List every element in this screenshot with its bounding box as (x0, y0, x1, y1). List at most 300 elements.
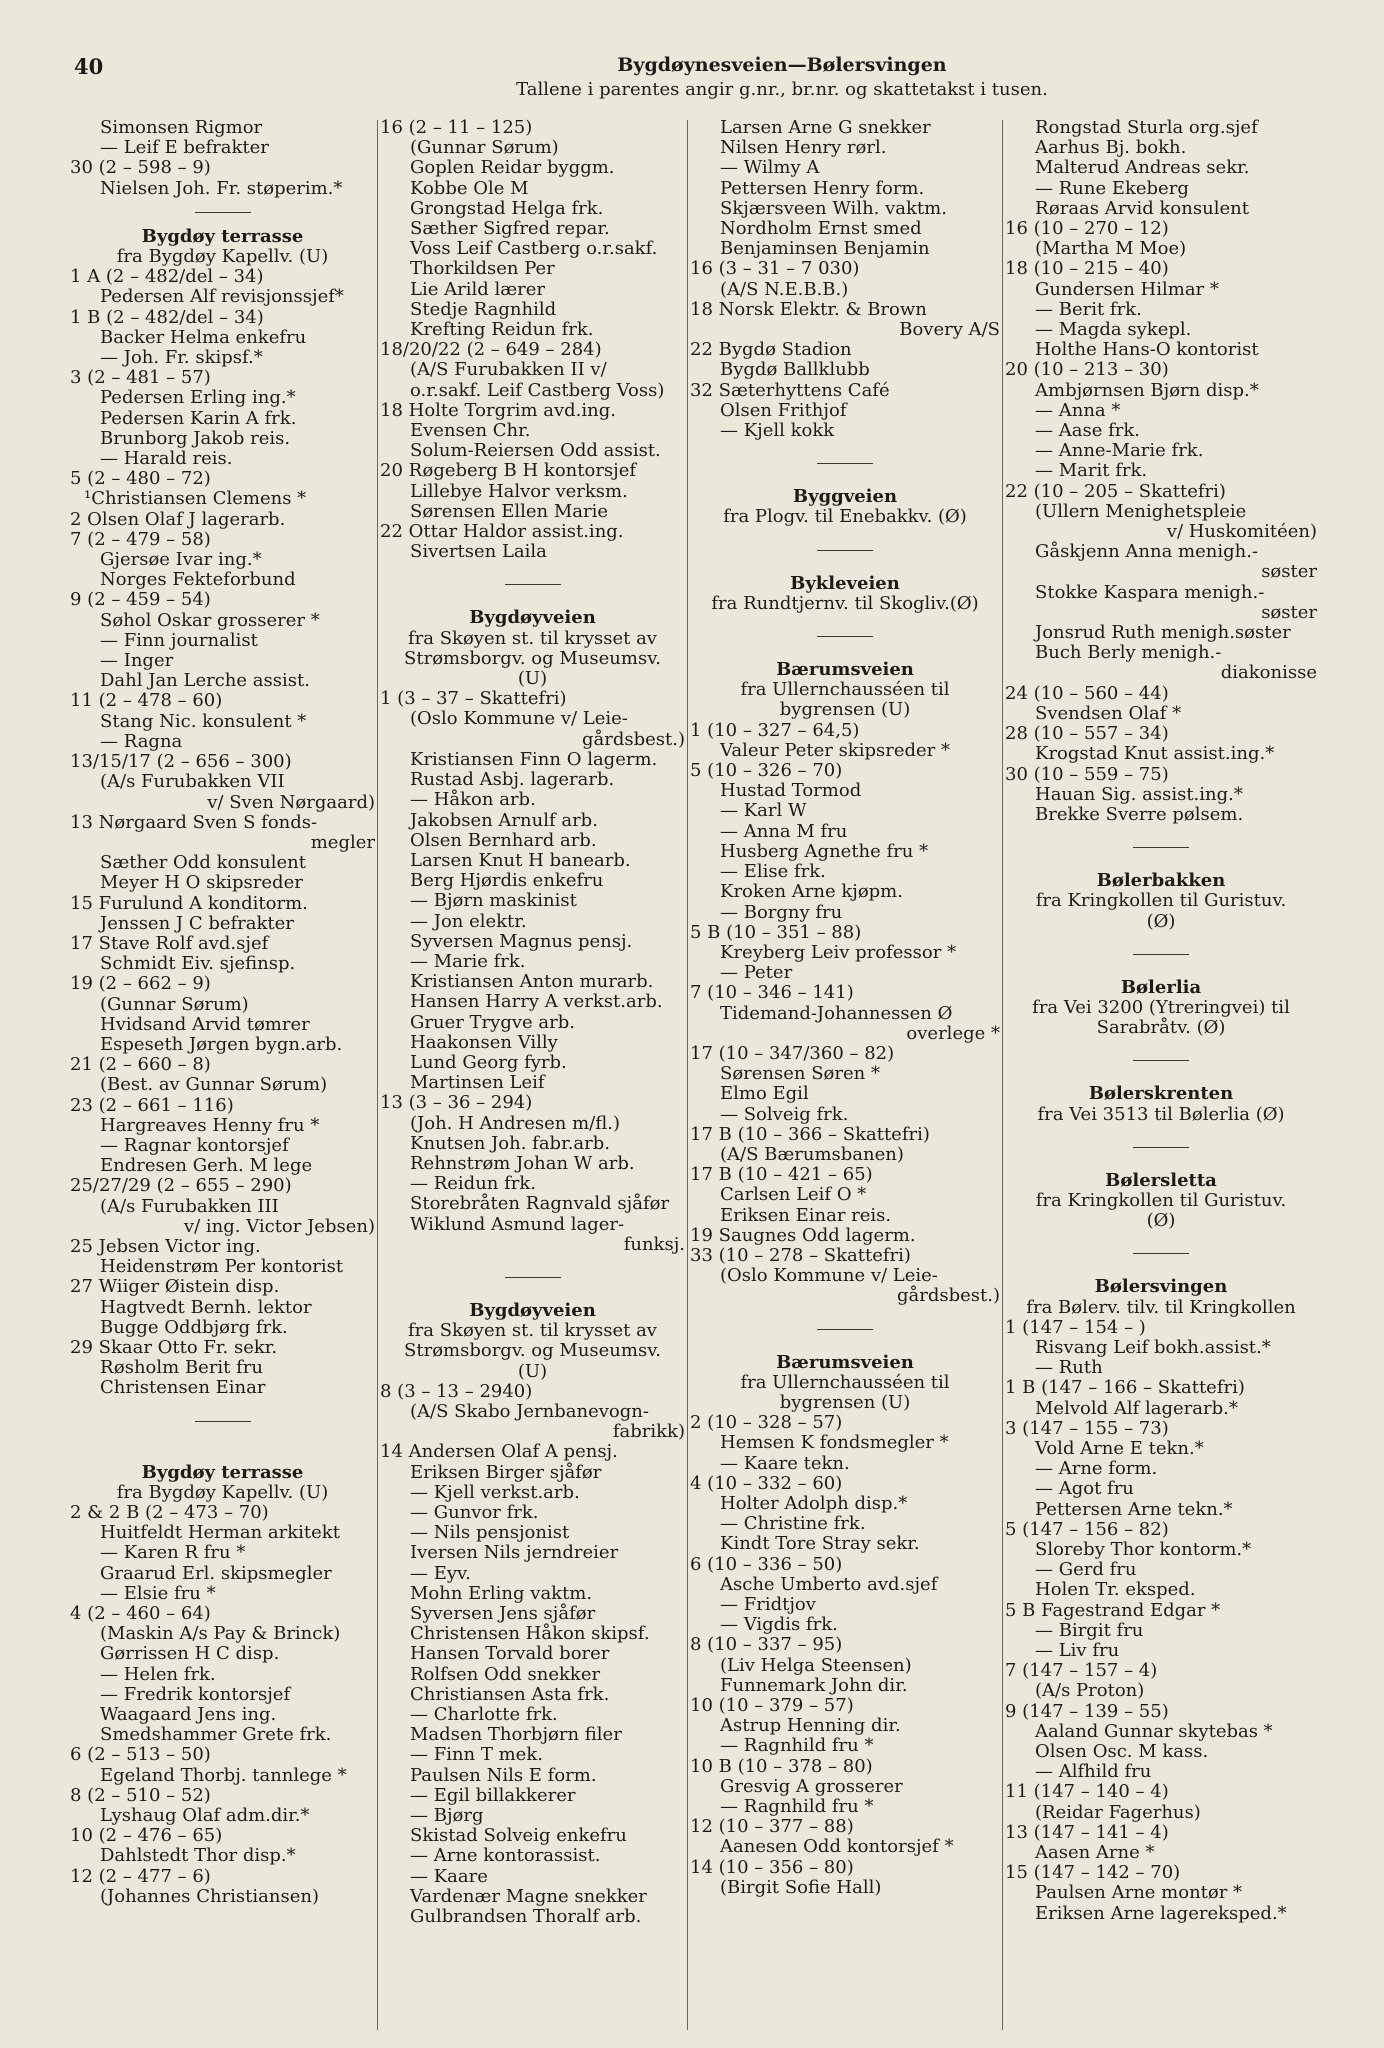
spacer (70, 1445, 375, 1463)
directory-entry: — Kaare tekn. (720, 1452, 850, 1474)
directory-entry: 15 (147 – 142 – 70) (1005, 1862, 1181, 1884)
directory-entry: 1 (10 – 327 – 64,5) (690, 719, 860, 741)
directory-entry: (Johannes Christiansen) (100, 1885, 319, 1907)
street-description: fra Plogv. til Enebakkv. (Ø) (723, 506, 967, 528)
directory-entry: 15 Furulund A konditorm. (70, 892, 308, 914)
directory-entry: Olsen Osc. M kass. (1035, 1741, 1209, 1763)
directory-entry: 30 (2 – 598 – 9) (70, 157, 211, 179)
directory-entry: 10 B (10 – 378 – 80) (690, 1755, 873, 1777)
directory-entry: Hustad Tormod (720, 780, 862, 802)
directory-entry: 22 Bygdø Stadion (690, 339, 852, 361)
directory-entry: Vardenær Magne snekker (410, 1885, 647, 1907)
directory-entry: Hansen Torvald borer (410, 1643, 610, 1665)
directory-entry: Elmo Egil (720, 1083, 809, 1105)
directory-entry: Backer Helma enkefru (100, 326, 307, 348)
directory-entry: — Peter (720, 962, 793, 984)
street-heading: Byggveien (792, 486, 898, 508)
street-heading: Bygdøyveien (469, 1299, 596, 1321)
directory-entry: (Liv Helga Steensen) (720, 1654, 912, 1676)
section-divider (690, 1307, 1000, 1353)
directory-entry: Astrup Henning dir. (720, 1715, 901, 1737)
street-heading: Bykleveien (790, 572, 900, 594)
directory-entry: 19 (2 – 662 – 9) (70, 973, 211, 995)
directory-entry: — Karen R fru * (100, 1542, 246, 1564)
directory-entry: 5 (2 – 480 – 72) (70, 468, 211, 490)
entry-continuation: gårdsbest.) (581, 728, 685, 750)
directory-entry: Waagaard Jens ing. (100, 1704, 277, 1726)
directory-entry: Syversen Magnus pensj. (410, 930, 633, 952)
directory-entry: Schmidt Eiv. sjefinsp. (100, 953, 296, 975)
directory-entry: 24 (10 – 560 – 44) (1005, 682, 1169, 704)
directory-entry: Pedersen Karin A frk. (100, 407, 297, 429)
directory-entry: Hansen Harry A verkst.arb. (410, 991, 663, 1013)
street-description: fra Bølerv. tilv. til Kringkollen (1026, 1296, 1296, 1318)
section-divider (1005, 1038, 1317, 1084)
directory-entry: Kristiansen Finn O lagerm. (410, 748, 658, 770)
section-divider (690, 614, 1000, 660)
directory-entry: (A/S N.E.B.B.) (720, 278, 849, 300)
running-header (0, 54, 1384, 100)
directory-entry: Goplen Reidar byggm. (410, 157, 615, 179)
directory-entry: 4 (2 – 460 – 64) (70, 1603, 211, 1625)
street-description: Strømsborgv. og Museumsv. (404, 647, 661, 669)
street-description: fra Bygdøy Kapellv. (U) (116, 246, 329, 268)
directory-entry: Smedshammer Grete frk. (100, 1724, 332, 1746)
directory-entry: Pettersen Arne tekn.* (1035, 1498, 1233, 1520)
directory-entry: Sloreby Thor kontorm.* (1035, 1538, 1252, 1560)
section-divider (1005, 932, 1317, 978)
street-description: fra Skøyen st. til krysset av (408, 627, 657, 649)
directory-entry: Bygdø Ballklubb (720, 359, 870, 381)
directory-entry: Syversen Jens sjåfør (410, 1603, 596, 1625)
directory-entry: Rolfsen Odd snekker (410, 1663, 601, 1685)
directory-entry: — Marit frk. (1035, 460, 1148, 482)
directory-entry: Graarud Erl. skipsmegler (100, 1562, 332, 1584)
directory-entry: 6 (2 – 513 – 50) (70, 1744, 211, 1766)
directory-entry: 1 B (147 – 166 – Skattefri) (1005, 1377, 1245, 1399)
street-heading: Bølerbakken (1096, 870, 1226, 892)
directory-entry: 25/27/29 (2 – 655 – 290) (70, 1175, 292, 1197)
directory-entry: — Ruth (1035, 1357, 1103, 1379)
column-4 (1005, 118, 1317, 2038)
directory-entry: 18 Norsk Elektr. & Brown (690, 298, 927, 320)
directory-entry: — Anna M fru (720, 820, 848, 842)
directory-entry: 23 (2 – 661 – 116) (70, 1094, 234, 1116)
directory-entry: 2 Olsen Olaf J lagerarb. (70, 508, 286, 530)
directory-entry: 14 Andersen Olaf A pensj. (380, 1441, 618, 1463)
directory-entry: Dahl Jan Lerche assist. (100, 670, 310, 692)
entry-continuation: diakonisse (1220, 662, 1317, 684)
directory-entry: Endresen Gerh. M lege (100, 1155, 313, 1177)
directory-entry: 2 (10 – 328 – 57) (690, 1412, 843, 1434)
directory-entry: Berg Hjørdis enkefru (410, 870, 604, 892)
directory-entry: Larsen Arne G snekker (720, 118, 931, 138)
directory-entry: Sørensen Søren * (720, 1063, 880, 1085)
directory-entry: — Karl W (720, 800, 807, 822)
directory-entry: Olsen Frithjof (720, 399, 847, 421)
directory-entry: (Martha M Moe) (1035, 238, 1187, 260)
directory-entry: — Jon elektr. (410, 910, 527, 932)
directory-entry: Aasen Arne * (1035, 1842, 1155, 1864)
directory-entry: Jonsrud Ruth menigh.søster (1035, 622, 1291, 644)
directory-entry: 19 Saugnes Odd lagerm. (690, 1224, 916, 1246)
header-subtitle: Tallene i parentes angir g.nr., br.nr. og skattetakst i tusen. (516, 79, 1048, 100)
street-description: fra Kringkollen til Guristuv. (1035, 890, 1287, 912)
directory-entry: Ambjørnsen Bjørn disp.* (1035, 379, 1259, 401)
entry-continuation: funksj. (623, 1233, 685, 1255)
street-heading: Bærumsveien (776, 1351, 914, 1373)
street-description: bygrensen (U) (779, 1391, 911, 1413)
directory-entry: Røsholm Berit fru (100, 1357, 263, 1379)
directory-entry: 9 (2 – 459 – 54) (70, 589, 211, 611)
street-heading: Bygdøy terrasse (141, 1461, 304, 1483)
directory-entry: 21 (2 – 660 – 8) (70, 1054, 211, 1076)
directory-entry: Stang Nic. konsulent * (100, 710, 307, 732)
directory-entry: Rustad Asbj. lagerarb. (410, 769, 615, 791)
directory-entry: Jenssen J C befrakter (100, 912, 294, 934)
street-description: fra Skøyen st. til krysset av (408, 1320, 657, 1342)
section-divider (690, 528, 1000, 574)
directory-entry: Wiklund Asmund lager- (410, 1213, 625, 1235)
directory-entry: 13 Nørgaard Sven S fonds- (70, 811, 318, 833)
directory-entry: Melvold Alf lagerarb.* (1035, 1397, 1238, 1419)
directory-entry: Espeseth Jørgen bygn.arb. (100, 1033, 343, 1055)
directory-entry: Kobbe Ole M (410, 177, 529, 199)
entry-continuation: megler (310, 831, 375, 853)
directory-entry: (A/s Proton) (1035, 1680, 1145, 1702)
directory-entry: Evensen Chr. (410, 420, 531, 442)
directory-entry: — Ragnhild fru * (720, 1796, 874, 1818)
directory-entry: — Bjørn maskinist (410, 890, 577, 912)
directory-entry: (Gunnar Sørum) (100, 993, 249, 1015)
directory-entry: — Berit frk. (1035, 298, 1142, 320)
directory-entry: — Leif E befrakter (100, 137, 269, 159)
directory-entry: — Charlotte frk. (410, 1704, 558, 1726)
directory-entry: Olsen Bernhard arb. (410, 829, 597, 851)
directory-entry: 17 B (10 – 421 – 65) (690, 1164, 873, 1186)
column-divider (377, 120, 378, 2030)
directory-entry: 1 (147 – 154 – ) (1005, 1316, 1146, 1338)
directory-entry: — Alfhild fru (1035, 1761, 1152, 1783)
entry-continuation: Bovery A/S (899, 319, 1000, 341)
street-description: Strømsborgv. og Museumsv. (404, 1340, 661, 1362)
directory-entry: Gulbrandsen Thoralf arb. (410, 1906, 642, 1928)
street-description: (U) (517, 668, 548, 690)
directory-entry: — Gerd fru (1035, 1559, 1137, 1581)
directory-entry: 14 (10 – 356 – 80) (690, 1856, 854, 1878)
entry-continuation: gårdsbest.) (896, 1285, 1000, 1307)
directory-entry: — Agot fru (1035, 1478, 1134, 1500)
directory-entry: Kindt Tore Stray sekr. (720, 1533, 920, 1555)
directory-entry: Gundersen Hilmar * (1035, 278, 1219, 300)
street-description: fra Ullernchausséen til (740, 1371, 950, 1393)
directory-entry: 8 (10 – 337 – 95) (690, 1634, 843, 1656)
directory-entry: 13 (3 – 36 – 294) (380, 1092, 533, 1114)
directory-entry: 13 (147 – 141 – 4) (1005, 1821, 1169, 1843)
directory-entry: 1 B (2 – 482/del – 34) (70, 306, 264, 328)
directory-entry: Nielsen Joh. Fr. støperim.* (100, 177, 343, 199)
section-divider (1005, 825, 1317, 871)
directory-entry: Madsen Thorbjørn filer (410, 1724, 622, 1746)
directory-entry: Eriksen Arne lagereksped.* (1035, 1902, 1287, 1924)
column-divider (1002, 120, 1003, 2030)
directory-entry: Vold Arne E tekn.* (1035, 1437, 1204, 1459)
directory-entry: Gørrissen H C disp. (100, 1643, 280, 1665)
directory-entry: — Inger (100, 650, 174, 672)
directory-entry: — Eyv. (410, 1562, 471, 1584)
directory-entry: (Joh. H Andresen m/fl.) (410, 1112, 620, 1134)
directory-entry: 27 Wiiger Øistein disp. (70, 1276, 280, 1298)
directory-entry: Heidenstrøm Per kontorist (100, 1256, 344, 1278)
section-divider (380, 562, 685, 608)
directory-entry: 16 (3 – 31 – 7 030) (690, 258, 860, 280)
directory-entry: Nilsen Henry rørl. (720, 137, 887, 159)
directory-entry: Gresvig A grosserer (720, 1775, 903, 1797)
directory-entry: Sivertsen Laila (410, 541, 547, 563)
column-2 (380, 118, 685, 2038)
section-divider (1005, 1125, 1317, 1171)
directory-entry: Stokke Kaspara menigh.- (1035, 581, 1265, 603)
street-description: bygrensen (U) (779, 699, 911, 721)
directory-entry: 25 Jebsen Victor ing. (70, 1235, 261, 1257)
directory-entry: Christensen Håkon skipsf. (410, 1623, 650, 1645)
directory-entry: Valeur Peter skipsreder * (720, 739, 950, 761)
entry-continuation: v/ Sven Nørgaard) (207, 791, 375, 813)
directory-entry: Gjersøe Ivar ing.* (100, 549, 262, 571)
directory-entry: 4 (10 – 332 – 60) (690, 1472, 843, 1494)
directory-entry: Norges Fekteforbund (100, 569, 296, 591)
directory-entry: Stedje Ragnhild (410, 298, 557, 320)
directory-entry: (A/s Furubakken VII (100, 771, 285, 793)
directory-entry: Hemsen K fondsmegler * (720, 1432, 949, 1454)
entry-continuation: v/ ing. Victor Jebsen) (183, 1215, 375, 1237)
directory-entry: Larsen Knut H banearb. (410, 849, 631, 871)
directory-entry: (Best. av Gunnar Sørum) (100, 1074, 328, 1096)
directory-entry: 8 (3 – 13 – 2940) (380, 1380, 533, 1402)
directory-entry: Skistad Solveig enkefru (410, 1825, 627, 1847)
directory-entry: Svendsen Olaf * (1035, 702, 1182, 724)
directory-entry: Christiansen Asta frk. (410, 1683, 610, 1705)
directory-entry: — Arne form. (1035, 1458, 1158, 1480)
street-description: fra Vei 3513 til Bølerlia (Ø) (1037, 1103, 1285, 1125)
directory-entry: — Harald reis. (100, 448, 233, 470)
directory-entry: Søhol Oskar grosserer * (100, 609, 320, 631)
directory-entry: Martinsen Leif (410, 1072, 545, 1094)
directory-entry: Hauan Sig. assist.ing.* (1035, 783, 1243, 805)
directory-entry: Paulsen Arne montør * (1035, 1882, 1243, 1904)
directory-entry: 33 (10 – 278 – Skattefri) (690, 1244, 911, 1266)
directory-entry: — Bjørg (410, 1805, 484, 1827)
directory-entry: 3 (2 – 481 – 57) (70, 367, 211, 389)
directory-entry: — Ragna (100, 730, 183, 752)
directory-entry: Sæther Odd konsulent (100, 852, 306, 874)
directory-entry: Mohn Erling vaktm. (410, 1582, 593, 1604)
directory-entry: 6 (10 – 336 – 50) (690, 1553, 843, 1575)
directory-entry: — Gunvor frk. (410, 1502, 539, 1523)
street-heading: Bølerskrenten (1088, 1083, 1234, 1105)
directory-entry: (Oslo Kommune v/ Leie- (410, 708, 628, 730)
directory-entry: ¹Christiansen Clemens * (84, 488, 307, 510)
directory-entry: Meyer H O skipsreder (100, 872, 303, 894)
street-heading: Bærumsveien (776, 659, 914, 681)
page-number: 40 (74, 54, 104, 79)
section-divider (70, 199, 375, 227)
directory-entry: (Ullern Menighetspleie (1035, 500, 1247, 522)
directory-entry: Holter Adolph disp.* (720, 1492, 908, 1514)
directory-entry: 29 Skaar Otto Fr. sekr. (70, 1336, 278, 1358)
section-divider (380, 1255, 685, 1301)
directory-entry: — Birgit fru (1035, 1619, 1144, 1641)
directory-entry: Voss Leif Castberg o.r.sakf. (410, 238, 658, 260)
directory-entry: 7 (147 – 157 – 4) (1005, 1660, 1158, 1682)
directory-entry: Krogstad Knut assist.ing.* (1035, 743, 1275, 765)
street-description: fra Kringkollen til Guristuv. (1035, 1189, 1287, 1211)
directory-entry: Malterud Andreas sekr. (1035, 157, 1250, 179)
directory-entry: Gruer Trygve arb. (410, 1011, 575, 1033)
street-heading: Bygdøyveien (469, 607, 596, 629)
directory-entry: — Egil billakkerer (410, 1784, 576, 1806)
directory-entry: Lie Arild lærer (410, 278, 545, 300)
directory-entry: 16 (10 – 270 – 12) (1005, 218, 1169, 240)
directory-entry: 1 (3 – 37 – Skattefri) (380, 688, 567, 710)
column-divider (687, 120, 688, 2030)
directory-entry: — Håkon arb. (410, 789, 536, 811)
directory-entry: Aaland Gunnar skytebas * (1035, 1720, 1273, 1742)
directory-entry: 18/20/22 (2 – 649 – 284) (380, 339, 602, 361)
directory-entry: Husberg Agnethe fru * (720, 840, 929, 862)
directory-entry: 17 (10 – 347/360 – 82) (690, 1042, 895, 1064)
directory-entry: 9 (147 – 139 – 55) (1005, 1700, 1169, 1722)
street-heading: Bølersletta (1105, 1169, 1217, 1191)
directory-entry: 5 B Fagestrand Edgar * (1005, 1599, 1221, 1621)
directory-entry: (Maskin A/s Pay & Brinck) (100, 1623, 341, 1645)
directory-entry: Eriksen Einar reis. (720, 1204, 892, 1226)
entry-continuation: søster (1261, 561, 1317, 583)
directory-entry: Skjærsveen Wilh. vaktm. (720, 197, 947, 219)
directory-entry: Huitfeldt Herman arkitekt (100, 1522, 340, 1544)
directory-entry: — Nils pensjonist (410, 1522, 570, 1544)
street-description: (Ø) (1146, 910, 1176, 932)
directory-entry: — Elise frk. (720, 861, 826, 883)
street-description: (Ø) (1146, 1210, 1176, 1232)
directory-entry: — Anne-Marie frk. (1035, 440, 1204, 462)
directory-entry: 28 (10 – 557 – 34) (1005, 723, 1169, 745)
directory-entry: Bugge Oddbjørg frk. (100, 1316, 288, 1338)
directory-entry: Lyshaug Olaf adm.dir.* (100, 1805, 310, 1827)
directory-entry: Benjaminsen Benjamin (720, 238, 930, 260)
directory-entry: Sæther Sigfred repar. (410, 218, 610, 240)
directory-entry: Sørensen Ellen Marie (410, 500, 609, 522)
directory-entry: 5 B (10 – 351 – 88) (690, 921, 862, 943)
directory-entry: Kroken Arne kjøpm. (720, 881, 903, 903)
directory-entry: — Reidun frk. (410, 1173, 537, 1195)
column-1 (70, 118, 375, 2038)
directory-entry: Nordholm Ernst smed (720, 218, 922, 240)
directory-entry: Asche Umberto avd.sjef (720, 1573, 938, 1595)
directory-entry: — Finn journalist (100, 629, 258, 651)
directory-entry: (A/s Furubakken III (100, 1195, 279, 1217)
directory-entry: (Birgit Sofie Hall) (720, 1876, 882, 1898)
directory-entry: — Kaare (410, 1865, 488, 1887)
section-divider (690, 441, 1000, 487)
directory-entry: 10 (2 – 476 – 65) (70, 1825, 223, 1847)
directory-entry: — Marie frk. (410, 950, 526, 972)
directory-entry: Funnemark John dir. (720, 1674, 908, 1696)
directory-entry: — Anna * (1035, 399, 1121, 421)
directory-entry: Holthe Hans-O kontorist (1035, 339, 1259, 361)
directory-entry: Holen Tr. eksped. (1035, 1579, 1196, 1601)
directory-entry: — Arne kontorassist. (410, 1845, 601, 1867)
directory-entry: Røraas Arvid konsulent (1035, 197, 1249, 219)
directory-entry: Solum-Reiersen Odd assist. (410, 440, 661, 462)
directory-entry: — Fredrik kontorsjef (100, 1683, 291, 1705)
directory-entry: — Kjell kokk (720, 420, 835, 442)
directory-entry: 8 (2 – 510 – 52) (70, 1784, 211, 1806)
street-heading: Bølersvingen (1094, 1276, 1228, 1298)
entry-continuation: v/ Huskomitéen) (1166, 521, 1317, 543)
directory-entry: Risvang Leif bokh.assist.* (1035, 1336, 1271, 1358)
directory-entry: — Aase frk. (1035, 420, 1140, 442)
directory-entry: Iversen Nils jerndreier (410, 1542, 619, 1564)
street-description: fra Rundtjernv. til Skogliv.(Ø) (711, 592, 979, 614)
directory-entry: — Magda sykepl. (1035, 319, 1192, 341)
directory-entry: Eriksen Birger sjåfør (410, 1461, 602, 1483)
directory-entry: Dahlstedt Thor disp.* (100, 1845, 296, 1867)
directory-entry: (A/S Bærumsbanen) (720, 1143, 904, 1165)
directory-entry: Paulsen Nils E form. (410, 1764, 597, 1786)
directory-entry: Pedersen Alf revisjonssjef* (100, 286, 344, 308)
directory-entry: (A/S Skabo Jernbanevogn- (410, 1400, 649, 1422)
directory-entry: 5 (147 – 156 – 82) (1005, 1518, 1169, 1540)
street-description: fra Vei 3200 (Ytreringvei) til (1032, 996, 1290, 1018)
directory-entry: Aanesen Odd kontorsjef * (720, 1836, 954, 1858)
directory-entry: — Christine frk. (720, 1513, 866, 1535)
directory-entry: (A/S Furubakken II v/ (410, 359, 607, 381)
directory-entry: Thorkildsen Per (410, 258, 555, 280)
directory-entry: Rehnstrøm Johan W arb. (410, 1152, 635, 1174)
entry-continuation: søster (1261, 601, 1317, 623)
directory-entry: Hargreaves Henny fru * (100, 1114, 320, 1136)
directory-entry: — Liv fru (1035, 1640, 1120, 1661)
directory-entry: 32 Sæterhyttens Café (690, 379, 890, 401)
directory-entry: Kristiansen Anton murarb. (410, 971, 654, 993)
directory-entry: Krefting Reidun frk. (410, 319, 594, 341)
directory-entry: 11 (2 – 478 – 60) (70, 690, 223, 712)
directory-entry: Aarhus Bj. bokh. (1035, 137, 1187, 159)
directory-entry: 20 Røgeberg B H kontorsjef (380, 460, 637, 482)
directory-entry: Rongstad Sturla org.sjef (1035, 118, 1258, 138)
directory-entry: 12 (10 – 377 – 88) (690, 1816, 854, 1838)
directory-entry: Pedersen Erling ing.* (100, 387, 296, 409)
directory-entry: — Fridtjov (720, 1594, 816, 1615)
directory-entry: Lillebye Halvor verksm. (410, 480, 628, 502)
directory-entry: — Borgny fru (720, 901, 843, 923)
directory-entry: 18 (10 – 215 – 40) (1005, 258, 1169, 280)
directory-entry: Buch Berly menigh.- (1035, 642, 1222, 664)
directory-entry: Pettersen Henry form. (720, 177, 925, 199)
directory-entry: o.r.sakf. Leif Castberg Voss) (410, 379, 665, 401)
street-description: fra Ullernchausséen til (740, 679, 950, 701)
directory-entry: 17 Stave Rolf avd.sjef (70, 932, 269, 954)
directory-entry: Brunborg Jakob reis. (100, 427, 291, 449)
directory-entry: Tidemand-Johannessen Ø (720, 1002, 953, 1024)
directory-entry: 18 Holte Torgrim avd.ing. (380, 399, 616, 421)
directory-entry: 11 (147 – 140 – 4) (1005, 1781, 1169, 1803)
directory-entry: Kreyberg Leiv professor * (720, 941, 957, 963)
directory-entry: 3 (147 – 155 – 73) (1005, 1417, 1169, 1439)
directory-entry: (Gunnar Sørum) (410, 137, 559, 159)
directory-entry: (Reidar Fagerhus) (1035, 1801, 1201, 1823)
